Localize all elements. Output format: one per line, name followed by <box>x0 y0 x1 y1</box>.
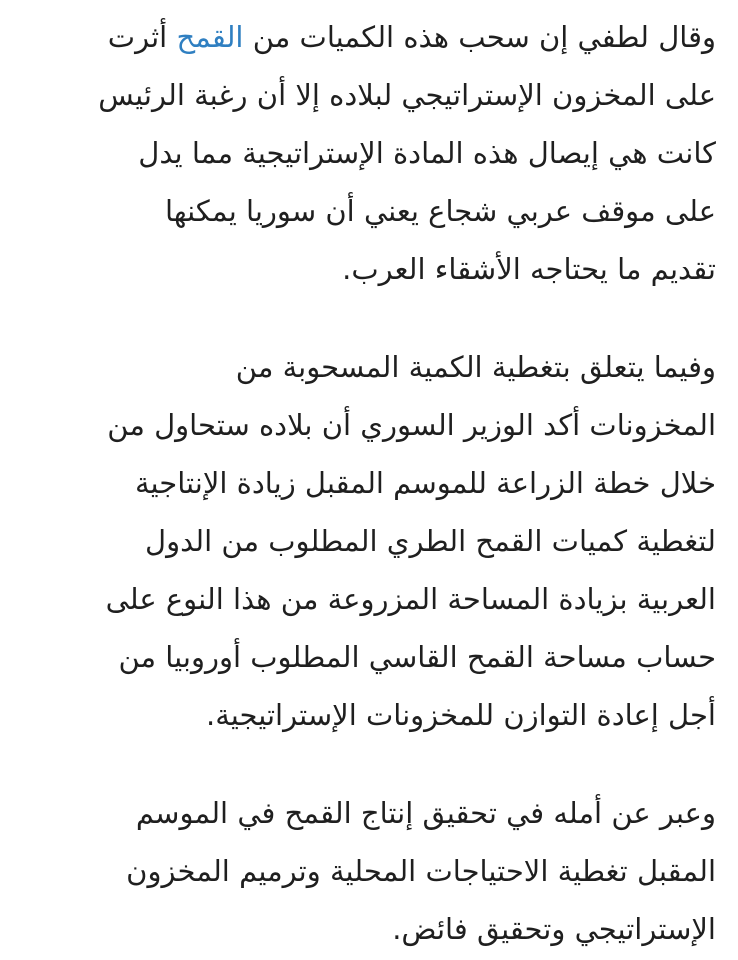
paragraph-2 <box>22 338 716 744</box>
paragraph-line: أجل إعادة التوازن للمخزونات الإستراتيجية. <box>205 698 716 732</box>
paragraph-line: على موقف عربي شجاع يعني أن سوريا يمكنها <box>164 194 716 228</box>
line-text: أثرت <box>107 20 177 54</box>
paragraph-line: وفيما يتعلق بتغطية الكمية المسحوبة من <box>235 350 716 384</box>
paragraph-line: المخزونات أكد الوزير السوري أن بلاده ستحاول من <box>107 408 716 442</box>
wheat-link[interactable]: القمح <box>176 20 244 54</box>
paragraph-line: العربية بزيادة المساحة المزروعة من هذا النوع على <box>105 582 716 616</box>
paragraph-line: الإستراتيجي وتحقيق فائض. <box>392 912 716 946</box>
paragraph-line: وعبر عن أمله في تحقيق إنتاج القمح في الموسم <box>135 796 716 830</box>
paragraph-line: حساب مساحة القمح القاسي المطلوب أوروبيا من <box>118 640 716 674</box>
paragraph-line: لتغطية كميات القمح الطري المطلوب من الدول <box>145 524 716 558</box>
paragraph-line: على المخزون الإستراتيجي لبلاده إلا أن رغبة الرئيس <box>98 78 716 112</box>
paragraph-line <box>22 8 716 66</box>
paragraph-3 <box>22 784 716 958</box>
paragraph-line: تقديم ما يحتاجه الأشقاء العرب. <box>342 252 716 286</box>
paragraph-line: كانت هي إيصال هذه المادة الإستراتيجية مما يدل <box>138 136 716 170</box>
paragraph-line: خلال خطة الزراعة للموسم المقبل زيادة الإنتاجية <box>134 466 716 500</box>
paragraph-line: المقبل تغطية الاحتياجات المحلية وترميم المخزون <box>126 854 716 888</box>
paragraph-1 <box>22 8 716 298</box>
line-text: وقال لطفي إن سحب هذه الكميات من <box>243 20 716 54</box>
